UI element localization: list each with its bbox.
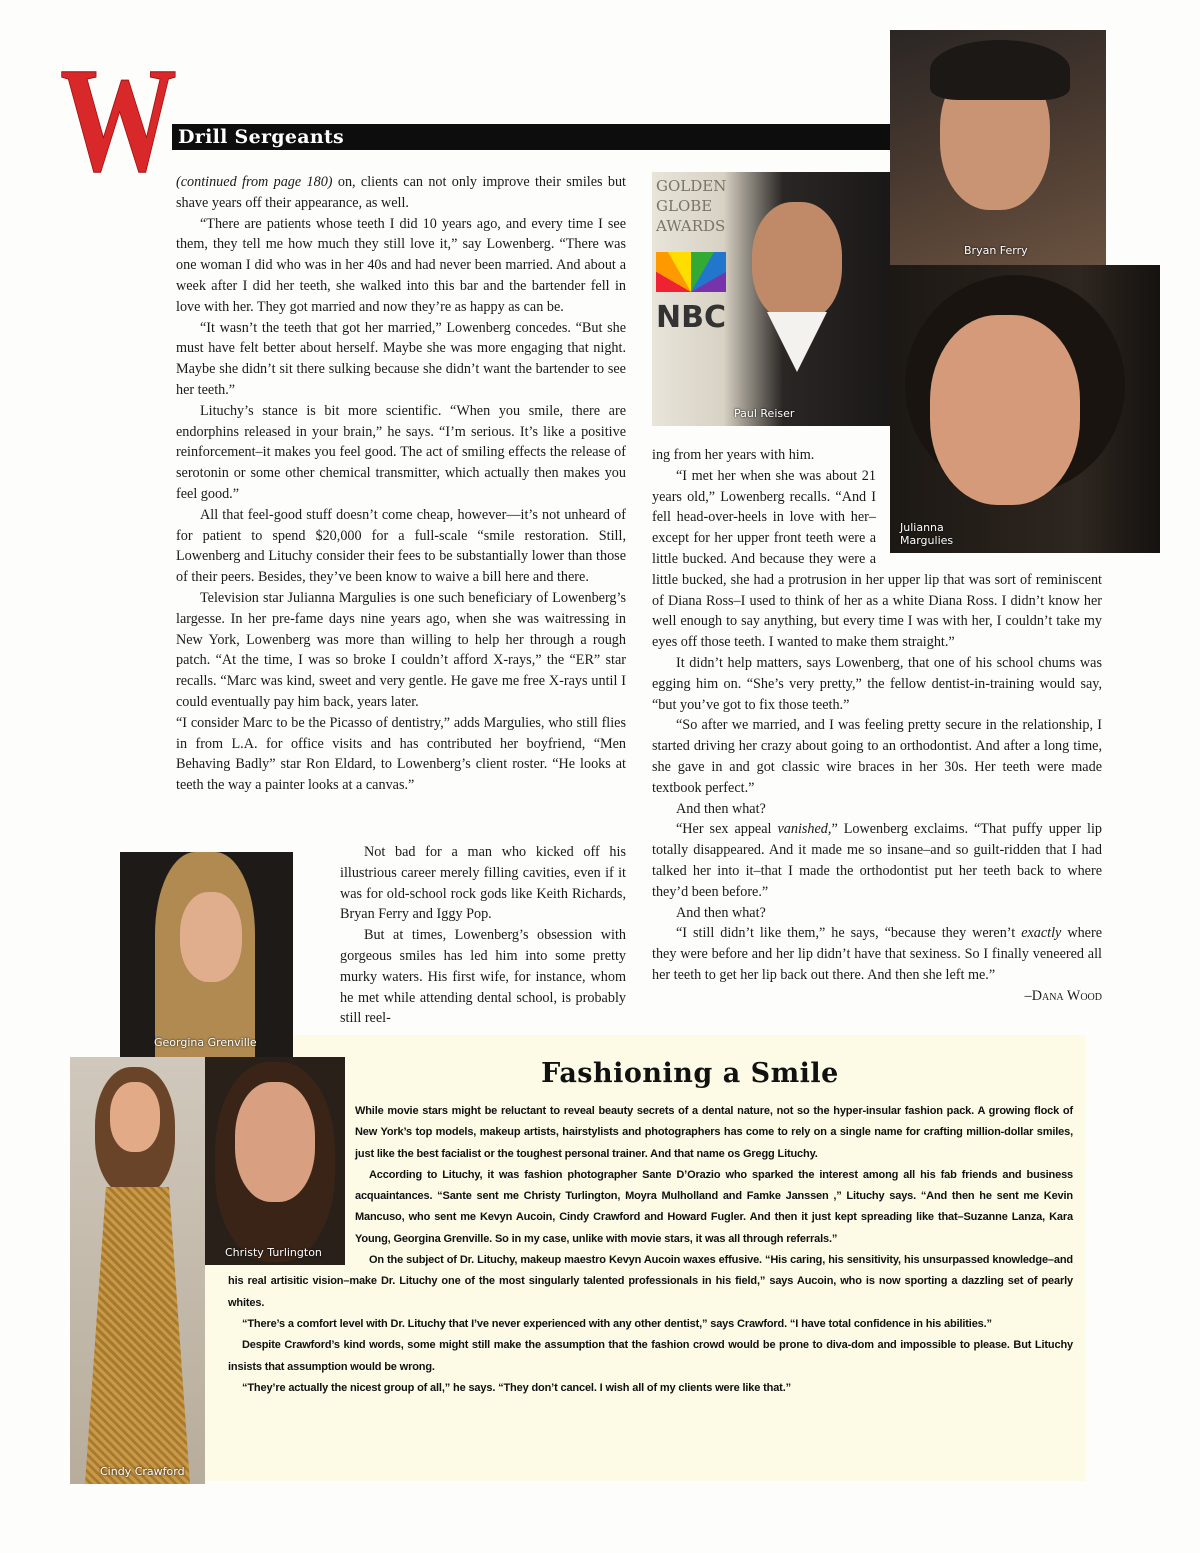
face — [752, 202, 842, 322]
article-bottom-column — [340, 842, 626, 1029]
photo-wrap-spacer — [876, 445, 1102, 567]
magazine-logo: W — [60, 37, 170, 203]
emphasis: exactly — [1021, 925, 1062, 942]
article-paragraph: And then what? — [676, 904, 766, 921]
nbc-peacock-icon — [656, 252, 726, 292]
article-paragraph: And then what? — [676, 800, 766, 817]
paragraph-text: “I still didn’t like them,” he says, “because they weren’t — [676, 925, 1022, 942]
sidebar-title: Fashioning a Smile — [541, 1058, 839, 1089]
article-right-column — [652, 445, 1102, 1007]
article-paragraph: All that feel-good stuff doesn’t come cheap, however—it’s not unheard of for patient to spend $20,000 for a full-scale “smile restoration. Still, Lowenberg and Lituchy consider their fees to be substantially lower than those of their peers. Besides, they’ve been know to waive a bill here and there. — [176, 506, 626, 586]
article-paragraph: “It wasn’t the teeth that got her married,” Lowenberg concedes. “But she must have felt better about herself. Maybe she was more engaging that night. Maybe she didn’t sit there sulking because she didn’t want the bartender to see her teeth.” — [176, 319, 626, 398]
caption-christy-turlington: Christy Turlington — [225, 1246, 322, 1259]
caption-julianna-margulies: Julianna Margulies — [900, 521, 954, 547]
caption-paul-reiser: Paul Reiser — [734, 407, 795, 420]
face — [180, 892, 242, 982]
photo-cindy-crawford — [70, 1057, 205, 1484]
article-paragraph: But at times, Lowenberg’s obsession with gorgeous smiles has led him into some pretty murky waters. His first wife, for instance, whom he met while attending dental school, is probably still reel- — [340, 927, 626, 1027]
sidebar-paragraph: According to Lituchy, it was fashion photographer Sante D’Orazio who sparked the interest among all his fab friends and business acquaintances. “Sante sent me Christy Turlington, Moyra Mulholland and Famke Janssen ,” Lituchy says. “And then he sent me Kevin Mancuso, who sent me Kevyn Aucoin, Cindy Crawford and Howard Fugler. And then it just kept spreading like that–Suzanne Lanza, Kara Young, Georgina Grenville. So in my case, unlike with movie stars, it was all through referrals.” — [355, 1168, 1073, 1245]
article-paragraph — [652, 819, 1102, 902]
paragraph-text: ” Lowenberg exclaims. “That puffy upper lip totally disappeared. And it made me so insane–and so guilt-ridden that I had talked her into it–that I made the orthodontist put her teeth back to where they’d been before.” — [652, 821, 1103, 900]
article-paragraph: ing from her years with him. — [652, 447, 815, 463]
article-paragraph: Lituchy’s stance is bit more scientific. “When you smile, there are endorphins released in your brain,” he says. “I’m serious. It’s like a positive reinforcement–it makes you feel good. The act of smiling effects the release of serotonin or some other chemical transmitter, which actually then makes you feel good.” — [176, 402, 626, 502]
article-paragraph: It didn’t help matters, says Lowenberg, that one of his school chums was egging him on. “She’s very pretty,” the fellow dentist-in-training would say, “but you’ve got to fix those teeth.” — [652, 654, 1102, 713]
caption-cindy-crawford: Cindy Crawford — [100, 1465, 185, 1478]
article-paragraph — [652, 923, 1102, 985]
face — [110, 1082, 160, 1152]
photo-georgina-grenville — [120, 852, 293, 1057]
caption-bryan-ferry: Bryan Ferry — [964, 244, 1028, 257]
byline: –Dana Wood — [1024, 987, 1102, 1004]
paragraph-text: on, clients can not only improve their smiles but shave years off their appearance, as well. — [176, 174, 626, 211]
sidebar-paragraph: While movie stars might be reluctant to reveal beauty secrets of a dental nature, not so the hyper-insular fashion pack. A growing flock of New York’s top models, makeup artists, hairstylists and photographers has come to rely on a single name for crafting million-dollar smiles, just like the best facialist or the toughest personal trainer. And that name os Gregg Lituchy. — [355, 1105, 1073, 1160]
section-header-bar — [172, 124, 890, 150]
article-paragraph: “I consider Marc to be the Picasso of dentistry,” adds Margulies, who still flies in from L.A. for office visits and has contributed her boyfriend, “Men Behaving Badly” star Ron Eldard, to Lowenberg’s client roster. “He looks at teeth the way a painter looks at a canvas.” — [176, 714, 626, 794]
sidebar-paragraph: On the subject of Dr. Lituchy, makeup maestro Kevyn Aucoin waxes effusive. “His caring, his sensitivity, his unsurpassed knowledge–and his real artisitic vision–make Dr. Lituchy one of the most singularly talented professionals in his field,” says Aucoin, who is now sporting a dazzling set of pearly whites. — [228, 1254, 1073, 1309]
sidebar-text — [228, 1101, 1073, 1399]
paragraph-text: “Her sex appeal — [676, 821, 778, 838]
article-left-column — [176, 172, 626, 796]
photo-paul-reiser — [652, 172, 890, 426]
sidebar-paragraph: “There’s a comfort level with Dr. Lituchy that I’ve never experienced with any other dentist,” says Crawford. “I have total confidence in his abilities.” — [242, 1317, 992, 1330]
hair — [930, 40, 1070, 100]
article-paragraph: “So after we married, and I was feeling pretty secure in the relationship, I started driving her crazy about going to an orthodontist. And after a long time, she gave in and got classic wire braces in her 30s. Her teeth were made textbook perfect.” — [652, 717, 1102, 796]
article-paragraph: Not bad for a man who kicked off his illustrious career merely filling cavities, even if it was for old-school rock gods like Keith Richards, Bryan Ferry and Iggy Pop. — [340, 844, 626, 923]
sidebar-paragraph: “They’re actually the nicest group of all,” he says. “They don’t cancel. I wish all of my clients were like that.” — [242, 1381, 791, 1394]
article-paragraph — [176, 172, 626, 214]
article-paragraph: “There are patients whose teeth I did 10 years ago, and every time I see them, they tell me how much they still love it,” say Lowenberg. “There was one woman I did who was in her 40s and had never been married. And about a week after I did her teeth, she walked into this bar and the bartender fell in love with her. They got married and now they’re as happy as can be. — [176, 215, 626, 315]
article-paragraph: “I met her when she was about 21 years old,” Lowenberg recalls. “And I fell head-over-heels in love with her–except for her upper front teeth were a little bucked. And because they were a little bucked, she had a protrusion in her upper lip that was sort of reminiscent of Diana Ross–I used to think of her as a white Diana Ross. I didn’t know her well enough to say anything, but every time I was with her, I couldn’t take my eyes off those teeth. I wanted to make them straight.” — [652, 467, 1102, 651]
photo-bryan-ferry — [890, 30, 1106, 265]
article-paragraph: Television star Julianna Margulies is one such beneficiary of Lowenberg’s largesse. In her pre-fame days nine years ago, when she was waitressing in New York, Lowenberg was more than willing to help her through a rough patch. “At the time, I was so broke I couldn’t afford X-rays,” the “ER” star recalls. “Marc was kind, sweet and very gentle. He gave me free X-rays until I could eventually pay him back, years later. — [176, 589, 626, 710]
emphasis: vanished, — [777, 821, 832, 838]
continued-note: (continued from page 180) — [176, 174, 333, 190]
section-title: Drill Sergeants — [178, 126, 345, 148]
paragraph-text: where they were before and her lip didn’t have that sexiness. So I finally veneered all her teeth to get her lip back out there. And then she left me.” — [652, 925, 1102, 983]
sidebar-paragraph: Despite Crawford’s kind words, some might still make the assumption that the fashion crowd would be prone to diva-dom and impossible to please. But Lituchy insists that assumption would be wrong. — [228, 1339, 1073, 1373]
shirt — [767, 312, 827, 372]
dress — [85, 1187, 190, 1484]
nbc-text: NBC — [656, 300, 726, 335]
caption-georgina-grenville: Georgina Grenville — [154, 1036, 257, 1049]
award-backdrop-text: GOLDEN GLOBE AWARDS — [656, 177, 727, 235]
